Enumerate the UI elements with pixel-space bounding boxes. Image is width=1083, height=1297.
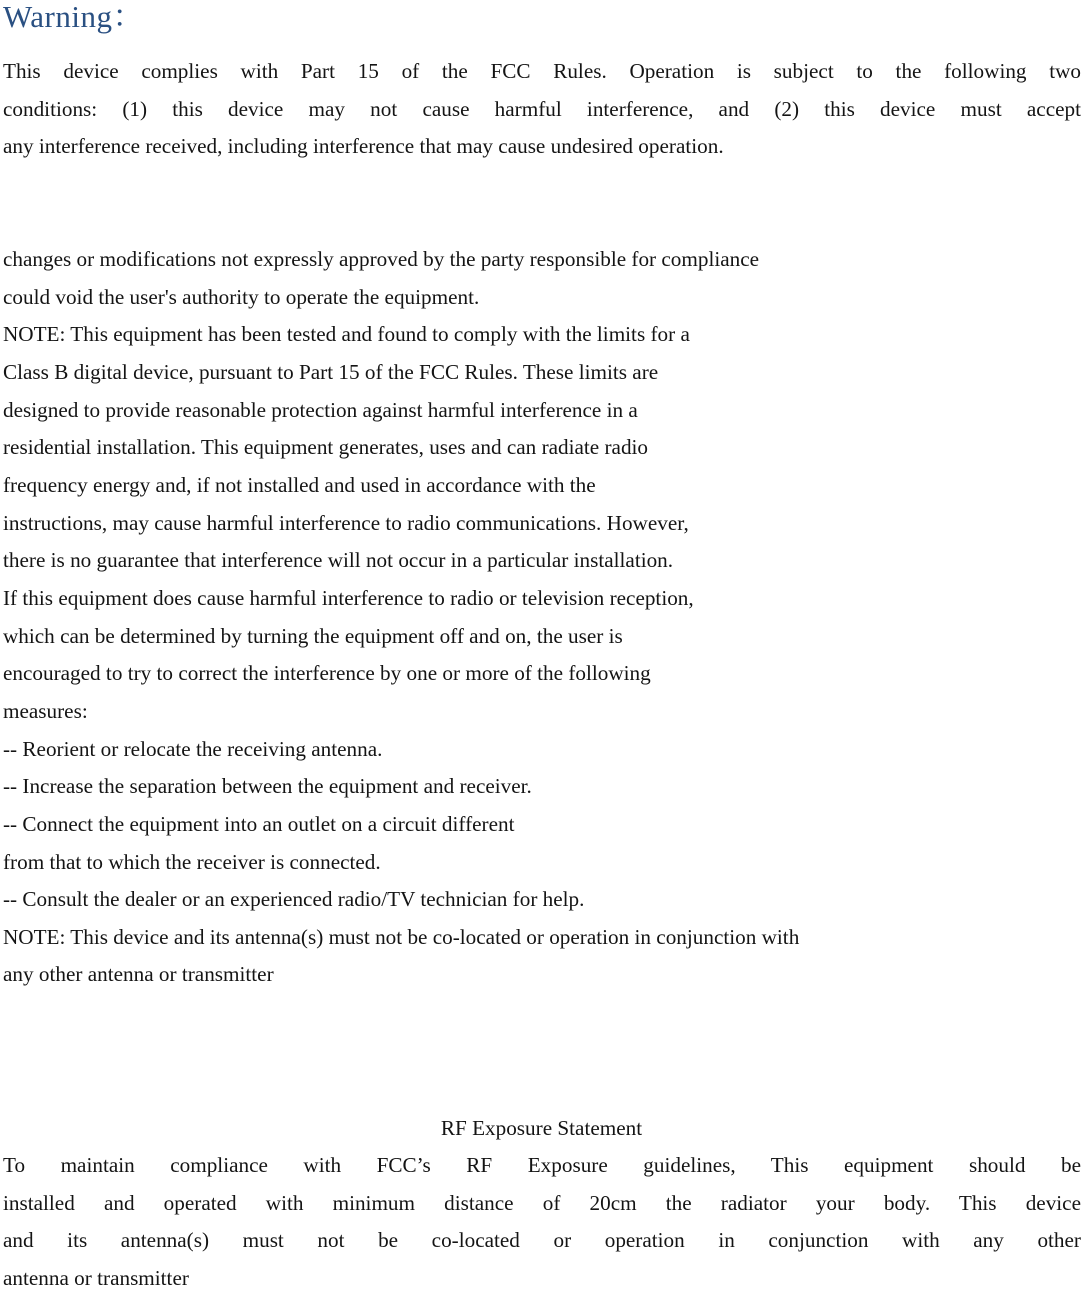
note-line: residential installation. This equipment generates, uses and can radiate radio: [3, 429, 799, 467]
measure-item: from that to which the receiver is connected.: [3, 844, 799, 882]
note-line: encouraged to try to correct the interference by one or more of the following: [3, 655, 799, 693]
note-line: Class B digital device, pursuant to Part 15 of the FCC Rules. These limits are: [3, 354, 799, 392]
paragraph-line: This device complies with Part 15 of the FCC Rules. Operation is subject to the following two: [3, 53, 1081, 91]
note-line: measures:: [3, 693, 799, 731]
note-line: NOTE: This equipment has been tested and found to comply with the limits for a: [3, 316, 799, 354]
measure-item: -- Connect the equipment into an outlet on a circuit different: [3, 806, 799, 844]
paragraph-line: and its antenna(s) must not be co-located or operation in conjunction with any other: [3, 1222, 1081, 1260]
measure-item: -- Consult the dealer or an experienced radio/TV technician for help.: [3, 881, 799, 919]
paragraph-line: antenna or transmitter: [3, 1260, 1081, 1297]
paragraph-line: conditions: (1) this device may not cause harmful interference, and (2) this device must accept: [3, 91, 1081, 129]
paragraph-line: any interference received, including interference that may cause undesired operation.: [3, 128, 1081, 166]
rf-exposure-title: RF Exposure Statement: [0, 1110, 1083, 1148]
note-line: instructions, may cause harmful interference to radio communications. However,: [3, 505, 799, 543]
fcc-compliance-paragraph: [3, 53, 1081, 166]
note-line: could void the user's authority to operate the equipment.: [3, 279, 799, 317]
note-line: frequency energy and, if not installed and used in accordance with the: [3, 467, 799, 505]
note-line: NOTE: This device and its antenna(s) must not be co-located or operation in conjunction with: [3, 919, 799, 957]
measure-item: -- Reorient or relocate the receiving antenna.: [3, 731, 799, 769]
note-line: designed to provide reasonable protection against harmful interference in a: [3, 392, 799, 430]
note-line: any other antenna or transmitter: [3, 956, 799, 994]
paragraph-line: installed and operated with minimum distance of 20cm the radiator your body. This device: [3, 1185, 1081, 1223]
note-line: which can be determined by turning the equipment off and on, the user is: [3, 618, 799, 656]
note-line: If this equipment does cause harmful interference to radio or television reception,: [3, 580, 799, 618]
fcc-note-section: [3, 241, 799, 994]
note-line: changes or modifications not expressly approved by the party responsible for compliance: [3, 241, 799, 279]
warning-heading: Warning：: [3, 0, 144, 37]
note-line: there is no guarantee that interference will not occur in a particular installation.: [3, 542, 799, 580]
rf-exposure-paragraph: [3, 1147, 1081, 1297]
measure-item: -- Increase the separation between the equipment and receiver.: [3, 768, 799, 806]
paragraph-line: To maintain compliance with FCC’s RF Exposure guidelines, This equipment should be: [3, 1147, 1081, 1185]
